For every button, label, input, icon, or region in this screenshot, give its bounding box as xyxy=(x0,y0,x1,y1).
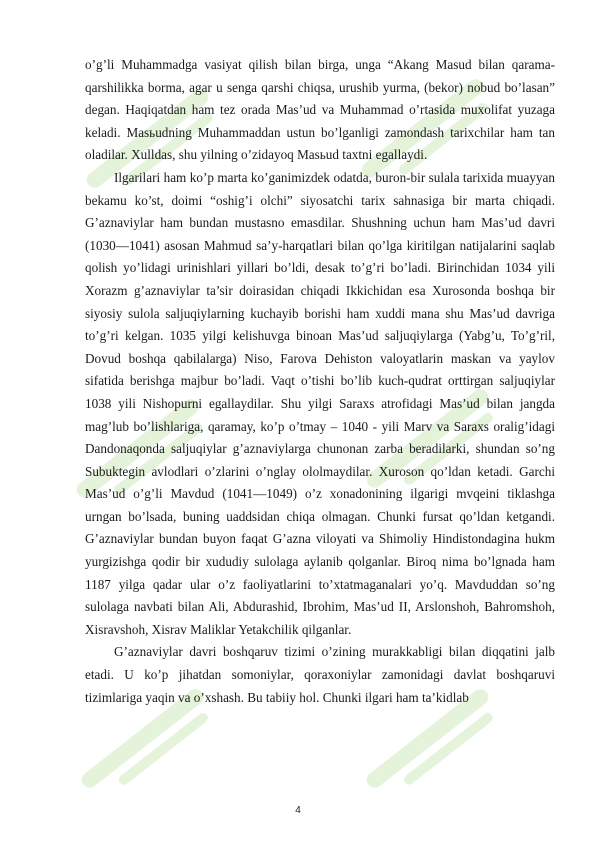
paragraph-1: o’g’li Muhammadga vasiyat qilish bilan birga, unga “Akang Masud bilan qarama-qarshilikka borma, agar u senga qarshi chiqsa, urushib yurma, (bekor) nobud bo’lasan” degan. Haqiqatdan ham tez orada Mas’ud va Muhammad o’rtasida muxolifat yuzaga keladi. Masьudning Muhammaddan ustun bo’lganligi zamondash tarixchilar ham tan oladilar. Xulldas, shu yilning o’zidayoq Masьud taxtni egallaydi. xyxy=(85,57,555,163)
paragraph-3: G’aznaviylar davri boshqaruv tizimi o’zining murakkabligi bilan diqqatini jalb etadi. U ko’p jihatdan somoniylar, qoraxoniylar zamonidagi davlat boshqaruvi tizimlariga yaqin va o’xshash. Bu tabiiy hol. Chunki ilgari ham ta’kidlab xyxy=(85,644,555,705)
body-text xyxy=(85,54,555,709)
paragraph-2: Ilgarilari ham ko’p marta ko’ganimizdek odatda, buron-bir sulala tarixida muayyan bekamu ko’st, doimi “oshig’i olchi” siyosatchi tarix sahnasiga bir marta chiqadi. G’aznaviylar ham bundan mustasno emasdilar. Shushning uchun ham Mas’ud davri (1030—1041) asosan Mahmud sa’y-harqatlari bilan qo’lga kiritilgan natijalarini saqlab qolish yo’lidagi urinishlari yillari bo’ldi, desak to’g’ri bo’ladi. Birinchidan 1034 yili Xorazm g’aznaviylar ta’sir doirasidan chiqadi Ikkichidan esa Xurosonda boshqa bir siyosiy sulola saljuqiylarning kuchayib borishi ham xuddi mana shu Mas’ud davriga to’g’ri kelgan. 1035 yilgi kelishuvga binoan Mas’ud saljuqiylarga (Yabg’u, To’g’ril, Dovud boshqa qabilalarga) Niso, Farova Dehiston valoyatlarin maskan va yaylov sifatida berishga majbur bo’ladi. Vaqt o’tishi bo’lib kuch-qudrat orttirgan saljuqiylar 1038 yili Nishopurni egallaydilar. Shu yilgi Saraxs atrofidagi Mas’ud bilan jangda mag’lub bo’lishlariga, qaramay, ko’p o’tmay – 1040 - yili Marv va Saraxs oralig’idagi Dandonaqonda saljuqiylar g’aznaviylarga chunonan zarba beradilarki, shundan so’ng Subuktegin avlodlari o’zlarini o’nglay ololmaydilar. Xuroson qo’ldan ketadi. Garchi Mas’ud o’g’li Mavdud (1041—1049) o’z xonadonining ilgarigi mvqeini tiklashga urngan bo’lsada, buning uaddsidan chiqa olmagan. Chunki fursat qo’ldan ketgandi. G’aznaviylar bundan buyon faqat G’azna viloyati va Shimoliy Hindistondagina hukm yurgizishga qodir bir xududiy sulolaga aylanib qolganlar. Biroq nima bo’lgnada ham 1187 yilga qadar ular o’z faoliyatlarini to’xtatmaganalari yo’q. Mavduddan so’ng sulolaga navbati bilan Ali, Abdurashid, Ibrohim, Mas’ud II, Arslonshoh, Bahromshoh, Xisravshoh, Xisrav Maliklar Yetakchilik qilganlar. xyxy=(85,169,555,637)
page-number: 4 xyxy=(295,805,301,816)
